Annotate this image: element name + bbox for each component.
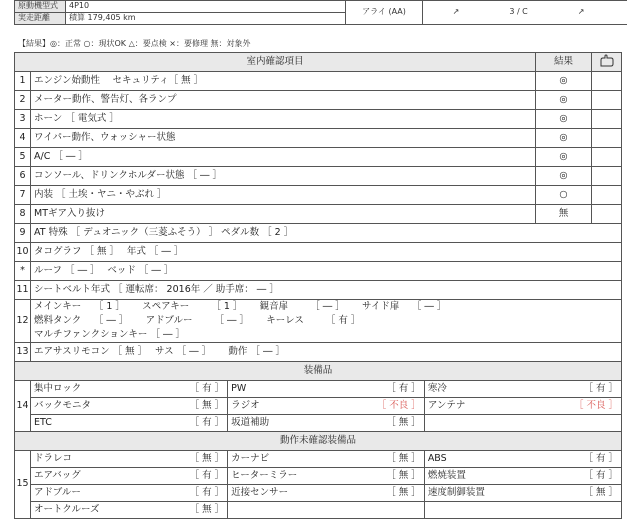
keys-line: メインキー ［ 1 ］ スペアキー ［ 1 ］ 観音扉 ［ ― ］ サイド扉 ［ ― ］ xyxy=(34,301,447,312)
alignment-value: ↗ xyxy=(452,7,460,17)
equipment-item xyxy=(424,415,621,432)
result-header: 結果 xyxy=(536,53,592,72)
alignment-label: アライ (AA) xyxy=(346,1,423,25)
result-legend: 【結果】◎：正常 ○：現状OK △：要点検 ×：要修理 無：対象外 xyxy=(18,39,251,48)
row-text: シートベルト年式 ［ 運転席： 2016年 ／ 助手席： ― ］ xyxy=(31,281,622,300)
equipment-item: PW ［ 有 ］ xyxy=(228,381,425,398)
equipment-item: ラジオ ［ 不良 ］ xyxy=(228,398,425,415)
inspection-row xyxy=(15,129,622,148)
inspection-row-keys xyxy=(15,300,622,343)
row-number: 8 xyxy=(15,205,31,224)
row-text: AT 特殊 ［ デュオニック（三菱ふそう） ］ ペダル数 ［ 2 ］ xyxy=(31,224,622,243)
inspection-row xyxy=(15,343,622,362)
unchecked-item: 燃焼装置 ［ 有 ］ xyxy=(424,468,621,485)
row-text: 内装 ［ 土埃・ヤニ・やぶれ ］ xyxy=(31,186,536,205)
row-result: ◎ xyxy=(536,167,592,186)
hand-icon xyxy=(592,53,622,72)
equipment-grid xyxy=(31,381,621,431)
unchecked-item xyxy=(228,502,425,519)
inspection-row xyxy=(15,243,622,262)
row-number: * xyxy=(15,262,31,281)
unchecked-item: ドラレコ ［ 無 ］ xyxy=(34,452,225,464)
inspection-row xyxy=(15,148,622,167)
row-text: ワイパー動作、ウォッシャー状態 xyxy=(31,129,536,148)
row-number: 4 xyxy=(15,129,31,148)
alignment-values xyxy=(423,1,628,25)
row-text: ホーン ［ 電気式 ］ xyxy=(31,110,536,129)
equipment-item: アンテナ ［ 不良 ］ xyxy=(424,398,621,415)
row-number: 2 xyxy=(15,91,31,110)
equipment-title: 装備品 xyxy=(15,362,622,381)
keys-line: 燃料タンク ［ ― ］ アドブルー ［ ― ］ キーレス ［ 有 ］ xyxy=(34,315,361,326)
row-result: ◎ xyxy=(536,110,592,129)
inspection-row xyxy=(15,186,622,205)
unchecked-item: エアバッグ ［ 有 ］ xyxy=(31,468,228,485)
row-number: 15 xyxy=(15,451,31,519)
row-number: 14 xyxy=(15,381,31,432)
keys-line: マルチファンクションキー ［ ― ］ xyxy=(34,329,185,340)
row-text: エアサスリモコン ［ 無 ］ サス ［ ― ］ 動作 ［ ― ］ xyxy=(31,343,622,362)
row-text: ルーフ ［ ― ］ ベッド ［ ― ］ xyxy=(31,262,622,281)
alignment-value: 3 / C xyxy=(509,7,528,17)
row-result: ◎ xyxy=(536,129,592,148)
row-result: ◎ xyxy=(536,72,592,91)
row-number: 13 xyxy=(15,343,31,362)
unchecked-item: アドブルー ［ 有 ］ xyxy=(31,485,228,502)
inspection-row xyxy=(15,167,622,186)
inspection-row xyxy=(15,262,622,281)
equipment-item: 寒冷 ［ 有 ］ xyxy=(424,381,621,398)
row-text: A/C ［ ― ］ xyxy=(31,148,536,167)
unchecked-title: 動作未確認装備品 xyxy=(15,432,622,451)
row-text: コンソール、ドリンクホルダー状態 ［ ― ］ xyxy=(31,167,536,186)
row-number: 1 xyxy=(15,72,31,91)
unchecked-item: ヒーターミラー ［ 無 ］ xyxy=(228,468,425,485)
equipment-item: 集中ロック ［ 有 ］ xyxy=(34,382,225,394)
row-number: 11 xyxy=(15,281,31,300)
row-result: ◎ xyxy=(536,148,592,167)
unchecked-item xyxy=(424,502,621,519)
interior-inspection-table xyxy=(14,52,622,519)
row-number: 6 xyxy=(15,167,31,186)
mileage-label: 実走距離 xyxy=(15,13,66,25)
model-value: 4P10 xyxy=(66,1,208,13)
unchecked-item: 近接センサー ［ 無 ］ xyxy=(228,485,425,502)
inspection-row xyxy=(15,91,622,110)
unchecked-item: カーナビ ［ 無 ］ xyxy=(228,451,425,468)
inspection-title: 室内確認項目 xyxy=(15,53,536,72)
row-result: 無 xyxy=(536,205,592,224)
row-text: タコグラフ ［ 無 ］ 年式 ［ ― ］ xyxy=(31,243,622,262)
mileage-value: 積算 179,405 km xyxy=(66,13,208,25)
row-text: MTギア入り抜け xyxy=(31,205,536,224)
equipment-item: 坂道補助 ［ 無 ］ xyxy=(228,415,425,432)
row-number: 3 xyxy=(15,110,31,129)
inspection-row xyxy=(15,281,622,300)
inspection-row xyxy=(15,205,622,224)
row-result: ◎ xyxy=(536,91,592,110)
row-text: エンジン始動性 セキュリティ［ 無 ］ xyxy=(31,72,536,91)
unchecked-item: 速度制御装置 ［ 無 ］ xyxy=(424,485,621,502)
unchecked-item: オートクルーズ ［ 無 ］ xyxy=(31,502,228,519)
keys-cell xyxy=(31,300,622,343)
inspection-row xyxy=(15,110,622,129)
unchecked-item: ABS ［ 有 ］ xyxy=(424,451,621,468)
inspection-row xyxy=(15,72,622,91)
row-result: ○ xyxy=(536,186,592,205)
vehicle-header-table xyxy=(14,0,627,25)
equipment-item: ETC ［ 有 ］ xyxy=(31,415,228,432)
model-label: 原動機型式 xyxy=(15,1,66,13)
equipment-item: バックモニタ ［ 無 ］ xyxy=(31,398,228,415)
row-number: 7 xyxy=(15,186,31,205)
row-number: 10 xyxy=(15,243,31,262)
alignment-value: ↗ xyxy=(577,7,585,17)
row-number: 12 xyxy=(15,300,31,343)
row-text: メーター動作、警告灯、各ランプ xyxy=(31,91,536,110)
unchecked-grid xyxy=(31,451,621,518)
row-number: 5 xyxy=(15,148,31,167)
row-number: 9 xyxy=(15,224,31,243)
inspection-row xyxy=(15,224,622,243)
